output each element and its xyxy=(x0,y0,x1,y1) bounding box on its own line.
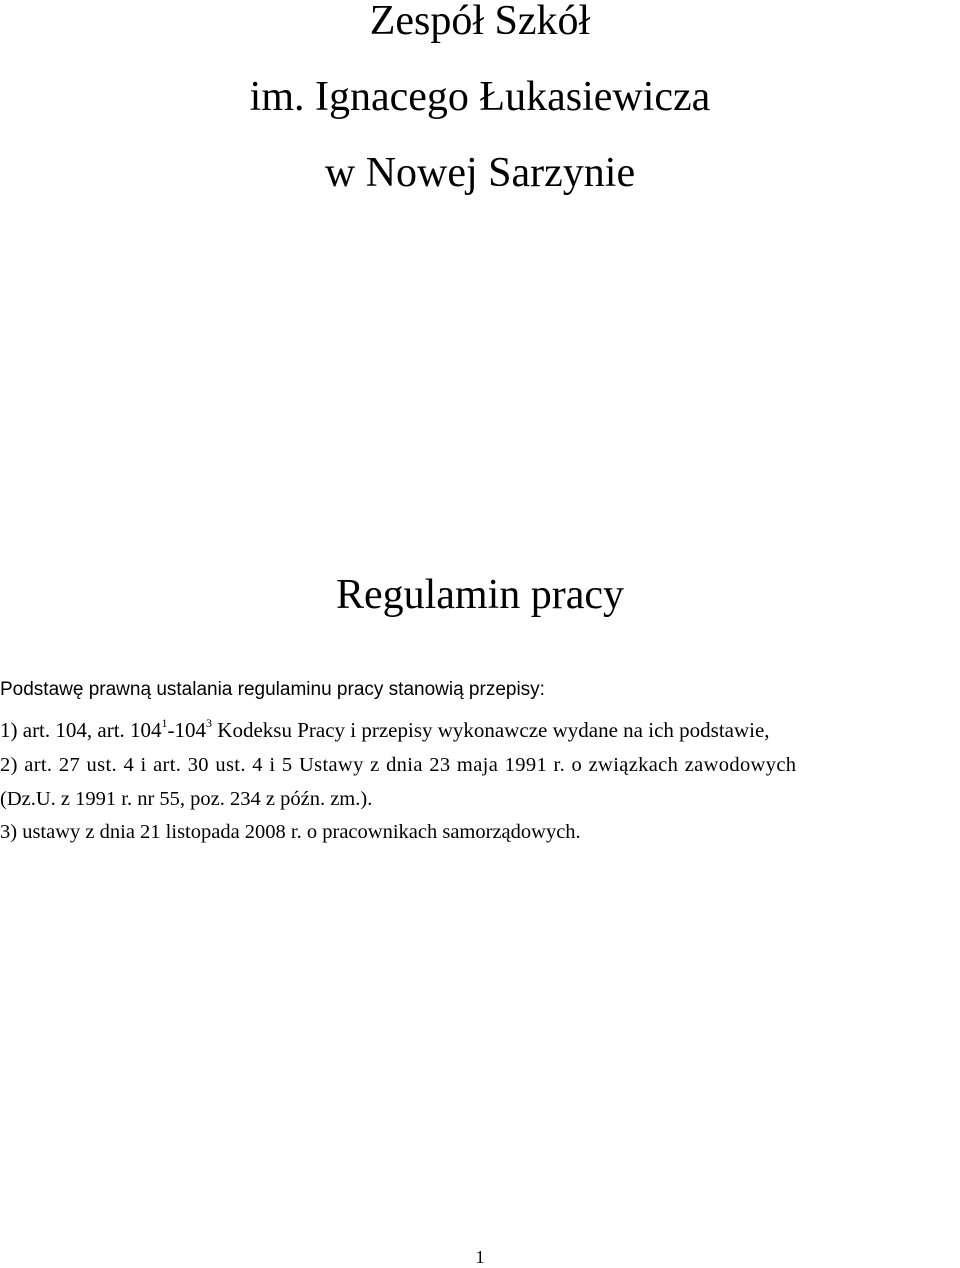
school-name: Zespół Szkół xyxy=(369,0,591,44)
item-1-text-a: 1) art. 104, art. 104 xyxy=(0,718,162,742)
school-location: w Nowej Sarzynie xyxy=(324,150,636,196)
legal-basis-item-1 xyxy=(0,716,770,742)
item-1-superscript-b: 3 xyxy=(206,716,213,730)
legal-basis-item-2: 2) art. 27 ust. 4 i art. 30 ust. 4 i 5 Ustawy z dnia 23 maja 1991 r. o związkach zawodowych xyxy=(0,754,797,776)
item-1-text-c: Kodeksu Pracy i przepisy wykonawcze wydane na ich podstawie, xyxy=(212,718,770,742)
legal-basis-item-3: 3) ustawy z dnia 21 listopada 2008 r. o pracownikach samorządowych. xyxy=(0,821,581,843)
item-1-text-b: -104 xyxy=(167,718,207,742)
legal-basis-item-2-continuation: (Dz.U. z 1991 r. nr 55, poz. 234 z późn. zm.). xyxy=(0,788,373,810)
page-number: 1 xyxy=(475,1247,485,1267)
school-patron: im. Ignacego Łukasiewicza xyxy=(249,74,711,120)
document-title: Regulamin pracy xyxy=(335,572,625,618)
legal-basis-intro: Podstawę prawną ustalania regulaminu pracy stanowią przepisy: xyxy=(0,679,545,700)
item-1-superscript-a: 1 xyxy=(161,716,168,730)
